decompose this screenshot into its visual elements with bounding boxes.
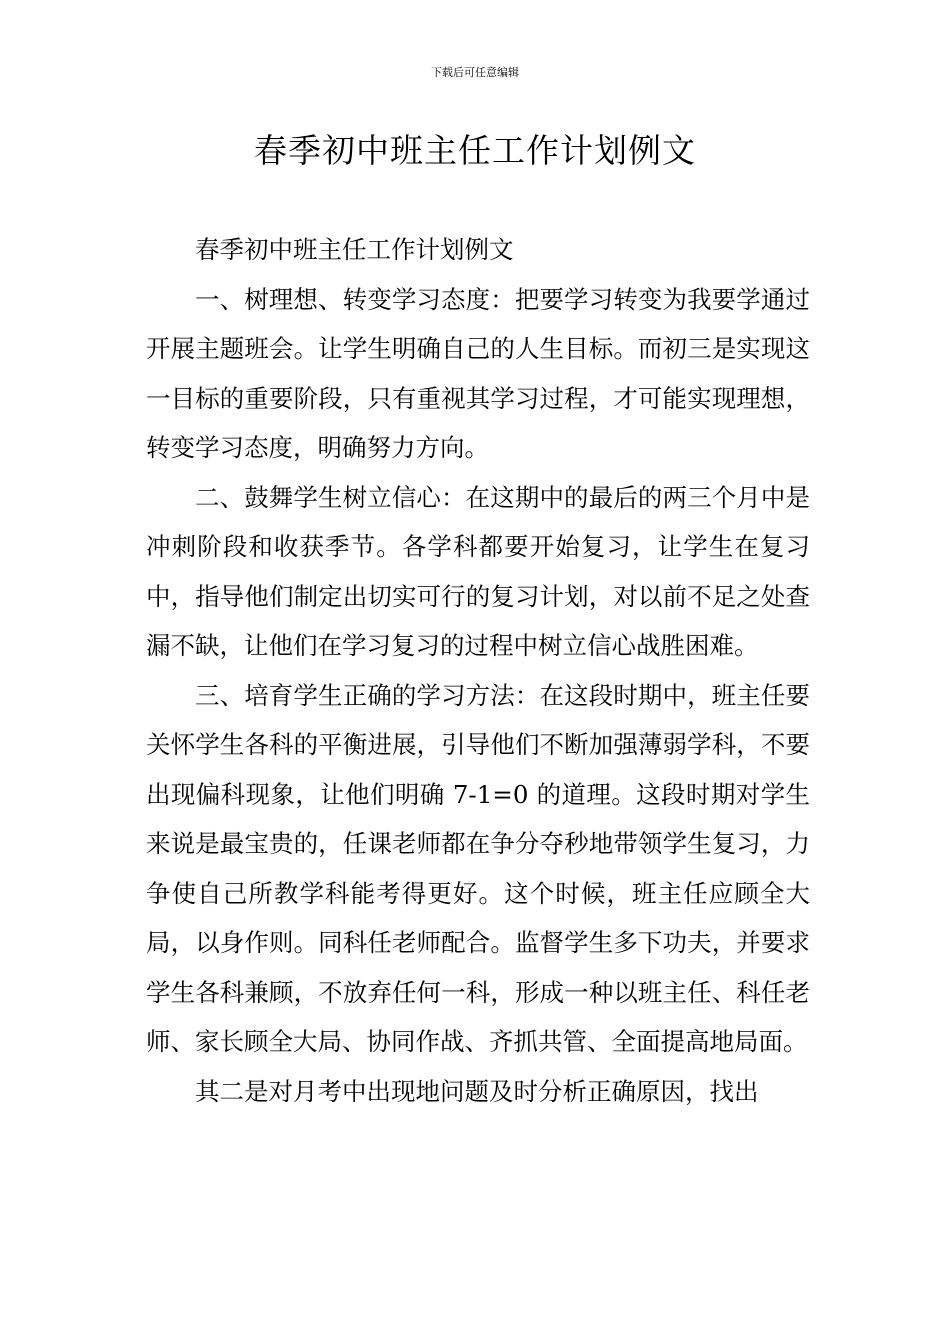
document-body — [146, 225, 810, 1116]
paragraph-four: 其二是对月考中出现地问题及时分析正确原因，找出 — [195, 1076, 759, 1106]
paragraph-one: 一、树理想、转变学习态度：把要学习转变为我要学通过开展主题班会。让学生明确自己的人生目标。而初三是实现这一目标的重要阶段，只有重视其学习过程，才可能实现理想，转变学习态度，明确努力方向。 — [146, 284, 810, 462]
header-note: 下载后可任意编辑 — [431, 66, 519, 79]
paragraph-intro: 春季初中班主任工作计划例文 — [195, 235, 514, 264]
paragraph-three: 三、培育学生正确的学习方法：在这段时期中，班主任要关怀学生各科的平衡进展，引导他们不断加强薄弱学科，不要出现偏科现象，让他们明确 7-1=0 的道理。这段时期对学生来说是最宝贵的，任课老师都在争分夺秒地带领学生复习，力争使自己所教学科能考得更好。这个时候，班主任应顾全大局，以身作则。同科任老师配合。监督学生多下功夫，并要求学生各科兼顾，不放弃任何一科，形成一种以班主任、科任老师、家长顾全大局、协同作战、齐抓共管、全面提高地局面。 — [146, 680, 810, 1056]
paragraph-two: 二、鼓舞学生树立信心：在这期中的最后的两三个月中是冲刺阶段和收获季节。各学科都要开始复习，让学生在复习中，指导他们制定出切实可行的复习计划，对以前不足之处查漏不缺，让他们在学习复习的过程中树立信心战胜困难。 — [146, 482, 810, 660]
document-title: 春季初中班主任工作计划例文 — [254, 131, 696, 170]
